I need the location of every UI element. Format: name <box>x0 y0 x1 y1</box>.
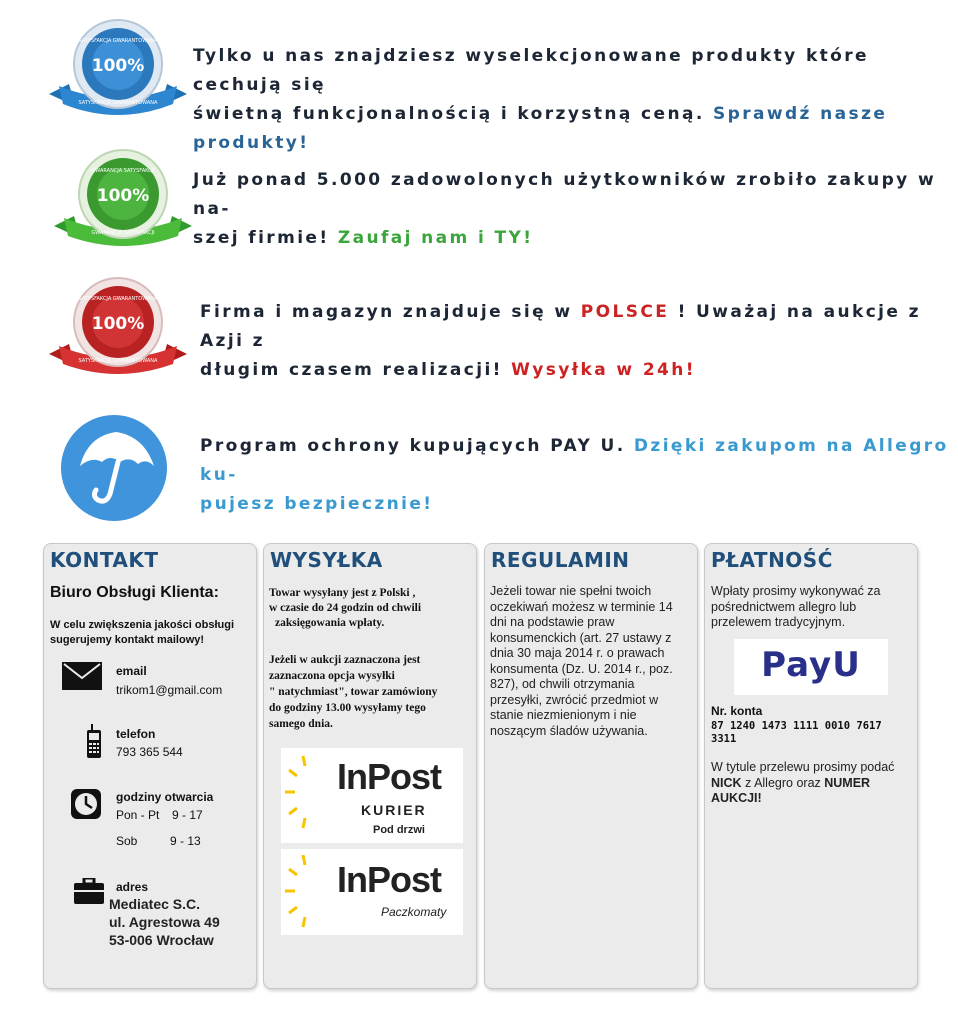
feature-poland-warehouse <box>0 272 958 392</box>
feature-line: Już ponad 5.000 zadowolonych użytkowników zrobiło zakupy w na- <box>193 170 937 219</box>
feature-line: świetną funkcjonalnością i korzystną ceną. Sprawdź nasze produkty! <box>193 104 888 153</box>
badge-percent: 100% <box>96 186 150 206</box>
address-block: Mediatec S.C. ul. Agrestowa 49 53-006 Wrocław <box>109 896 220 948</box>
kontakt-subtitle: Biuro Obsługi Klienta: <box>50 584 219 601</box>
badge-green-100-icon <box>50 144 196 248</box>
hours-label: godziny otwarcia <box>116 790 214 804</box>
feature-text <box>193 166 958 253</box>
feature-line: szej firmie! Zaufaj nam i TY! <box>193 228 534 248</box>
badge-blue-100-icon <box>45 18 191 122</box>
feature-text <box>193 42 958 158</box>
payu-logo: PayU <box>734 639 888 695</box>
badge-percent: 100% <box>91 314 145 334</box>
feature-line: Tylko u nas znajdziesz wyselekcjonowane produkty które cechują się <box>193 46 869 95</box>
envelope-icon <box>62 662 102 690</box>
wysylka-panel <box>263 543 477 989</box>
briefcase-icon <box>74 878 104 904</box>
wysylka-paragraph-1: Towar wysyłany jest z Polski , w czasie do 24 godzin od chwili zaksięgowania wpłaty. <box>269 587 422 629</box>
platnosc-paragraph-2: W tytule przelewu prosimy podać NICK z Allegro oraz NUMER AUKCJI! <box>711 760 895 805</box>
kontakt-title: KONTAKT <box>50 548 159 572</box>
kontakt-note: W celu zwiększenia jakości obsługi sugerujemy kontakt mailowy! <box>50 619 235 646</box>
email-label: email <box>116 664 147 678</box>
address-label: adres <box>116 880 149 894</box>
svg-text:GWARANCJA SATYSFAKCJI: GWARANCJA SATYSFAKCJI <box>91 168 155 174</box>
link-check-products[interactable]: Sprawdź nasze produkty! <box>193 104 888 153</box>
svg-text:SATYSFAKCJA GWARANTOWANA: SATYSFAKCJA GWARANTOWANA <box>78 100 158 106</box>
platnosc-panel <box>704 543 918 989</box>
sun-icon <box>281 851 341 931</box>
svg-text:SATYSFAKCJA GWARANTOWANA: SATYSFAKCJA GWARANTOWANA <box>78 296 158 302</box>
feature-buyer-protection <box>0 408 958 528</box>
umbrella-icon <box>58 414 170 522</box>
sun-icon <box>281 752 341 832</box>
feature-satisfaction <box>0 0 958 153</box>
hours-weekday-time: 9 - 17 <box>172 808 203 822</box>
regulamin-panel <box>484 543 698 989</box>
feature-text <box>200 298 958 385</box>
clock-icon <box>70 788 102 820</box>
account-label: Nr. konta <box>711 704 763 718</box>
regulamin-title: REGULAMIN <box>491 548 630 572</box>
platnosc-title: PŁATNOŚĆ <box>711 548 833 572</box>
inpost-kurier-label: KURIER <box>361 802 427 818</box>
inpost-brand: InPost <box>337 859 442 900</box>
feature-line: Firma i magazyn znajduje się w POLSCE ! Uważaj na aukcje z Azji z <box>200 302 921 351</box>
feature-customers <box>0 144 958 264</box>
feature-line: pujesz bezpiecznie! <box>200 494 434 514</box>
feature-text <box>200 432 958 519</box>
svg-text:SATYSFAKCJA GWARANTOWANA: SATYSFAKCJA GWARANTOWANA <box>78 38 158 44</box>
kontakt-panel <box>43 543 257 989</box>
hours-sat-days: Sob <box>116 834 138 848</box>
feature-line: Program ochrony kupujących PAY U. Dzięki zakupom na Allegro ku- <box>200 436 949 485</box>
phone-label: telefon <box>116 727 156 741</box>
svg-text:SATYSFAKCJA GWARANTOWANA: SATYSFAKCJA GWARANTOWANA <box>78 358 158 364</box>
platnosc-paragraph-1: Wpłaty prosimy wykonywać za pośrednictwem allegro lub przelewem tradycyjnym. <box>711 584 881 629</box>
wysylka-paragraph-2: Jeżeli w aukcji zaznaczona jest zaznaczona opcja wysyłki " natychmiast", towar zamówiony do godziny 13.00 wysyłamy tego samego dnia. <box>269 654 438 730</box>
inpost-pod-drzwi: Pod drzwi <box>373 824 425 836</box>
feature-line: długim czasem realizacji! Wysyłka w 24h! <box>200 360 696 380</box>
wysylka-title: WYSYŁKA <box>270 548 383 572</box>
hours-sat-time: 9 - 13 <box>170 834 201 848</box>
phone-value: 793 365 544 <box>116 745 183 759</box>
email-value[interactable]: trikom1@gmail.com <box>116 683 223 697</box>
inpost-kurier-logo <box>281 748 463 843</box>
hours-weekday-days: Pon - Pt <box>116 808 160 822</box>
badge-red-100-icon <box>45 272 191 376</box>
account-number: 87 1240 1473 1111 0010 7617 3311 <box>711 720 882 745</box>
badge-percent: 100% <box>91 56 145 76</box>
phone-icon <box>86 724 102 758</box>
svg-text:GWARANCJA SATYSFAKCJI: GWARANCJA SATYSFAKCJI <box>91 230 155 236</box>
inpost-paczkomaty-logo <box>281 849 463 935</box>
regulamin-text: Jeżeli towar nie spełni twoich oczekiwań możesz w terminie 14 dni na podstawie praw konsumenckich (art. 27 ustawy z dnia 30 maja 2014 r. o prawach konsumenta (Dz. U. 2014 r., poz. 827), od chwili otrzymania przesyłki, zwrócić przedmiot w stanie niezmienionym i nie noszącym śladów używania. <box>490 584 673 738</box>
inpost-paczkomaty-label: Paczkomaty <box>381 905 447 919</box>
inpost-brand: InPost <box>337 756 442 797</box>
